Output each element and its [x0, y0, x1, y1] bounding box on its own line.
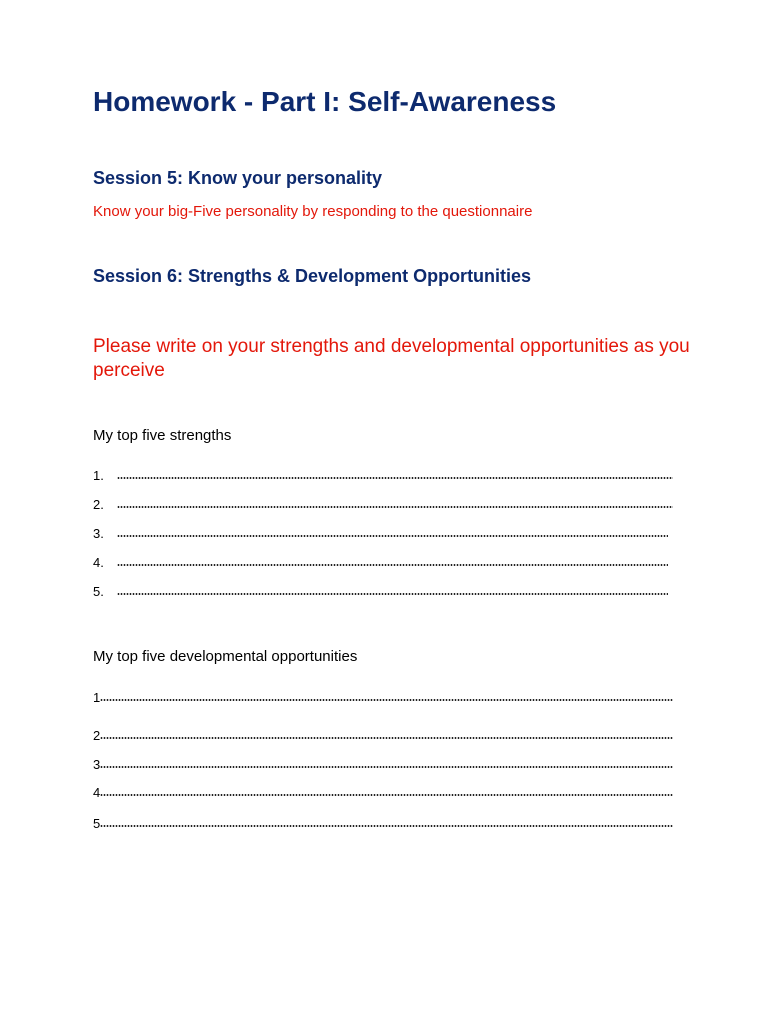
fill-in-line[interactable]	[100, 766, 673, 768]
session-5-heading: Session 5: Know your personality	[93, 168, 383, 188]
strength-number: 1.	[93, 468, 104, 483]
strength-line-4[interactable]	[93, 552, 668, 570]
opportunity-line-1[interactable]	[93, 687, 673, 705]
opportunity-number: 1	[93, 690, 101, 705]
session-6-heading: Session 6: Strengths & Development Opportunities	[93, 266, 532, 286]
strengths-heading: My top five strengths	[93, 427, 232, 444]
strength-number: 2.	[93, 497, 104, 512]
strength-line-3[interactable]	[93, 523, 668, 541]
fill-in-line[interactable]	[100, 825, 673, 827]
opportunity-line-2[interactable]	[93, 725, 673, 743]
opportunity-line-5[interactable]	[93, 813, 673, 831]
opportunity-number: 5	[93, 816, 101, 831]
strength-number: 3.	[93, 526, 104, 541]
fill-in-line[interactable]	[117, 506, 673, 508]
session-6-instruction: Please write on your strengths and developmental opportunities as you perceive	[93, 336, 690, 381]
fill-in-line[interactable]	[117, 477, 673, 479]
opportunities-heading: My top five developmental opportunities	[93, 648, 358, 665]
session-5-instruction: Know your big-Five personality by responding to the questionnaire	[93, 203, 533, 220]
strength-line-2[interactable]	[93, 494, 673, 512]
opportunity-line-4[interactable]	[93, 782, 673, 800]
opportunity-number: 2	[93, 728, 101, 743]
fill-in-line[interactable]	[100, 737, 673, 739]
fill-in-line[interactable]	[100, 794, 673, 796]
strength-line-5[interactable]	[93, 581, 668, 599]
fill-in-line[interactable]	[117, 564, 668, 566]
fill-in-line[interactable]	[117, 535, 668, 537]
fill-in-line[interactable]	[117, 593, 668, 595]
opportunity-number: 3	[93, 757, 101, 772]
opportunity-line-3[interactable]	[93, 754, 673, 772]
strength-number: 5.	[93, 584, 104, 599]
strength-number: 4.	[93, 555, 104, 570]
strength-line-1[interactable]	[93, 465, 673, 483]
opportunity-number: 4	[93, 785, 101, 800]
fill-in-line[interactable]	[100, 699, 673, 701]
document-title: Homework - Part I: Self-Awareness	[93, 86, 557, 117]
